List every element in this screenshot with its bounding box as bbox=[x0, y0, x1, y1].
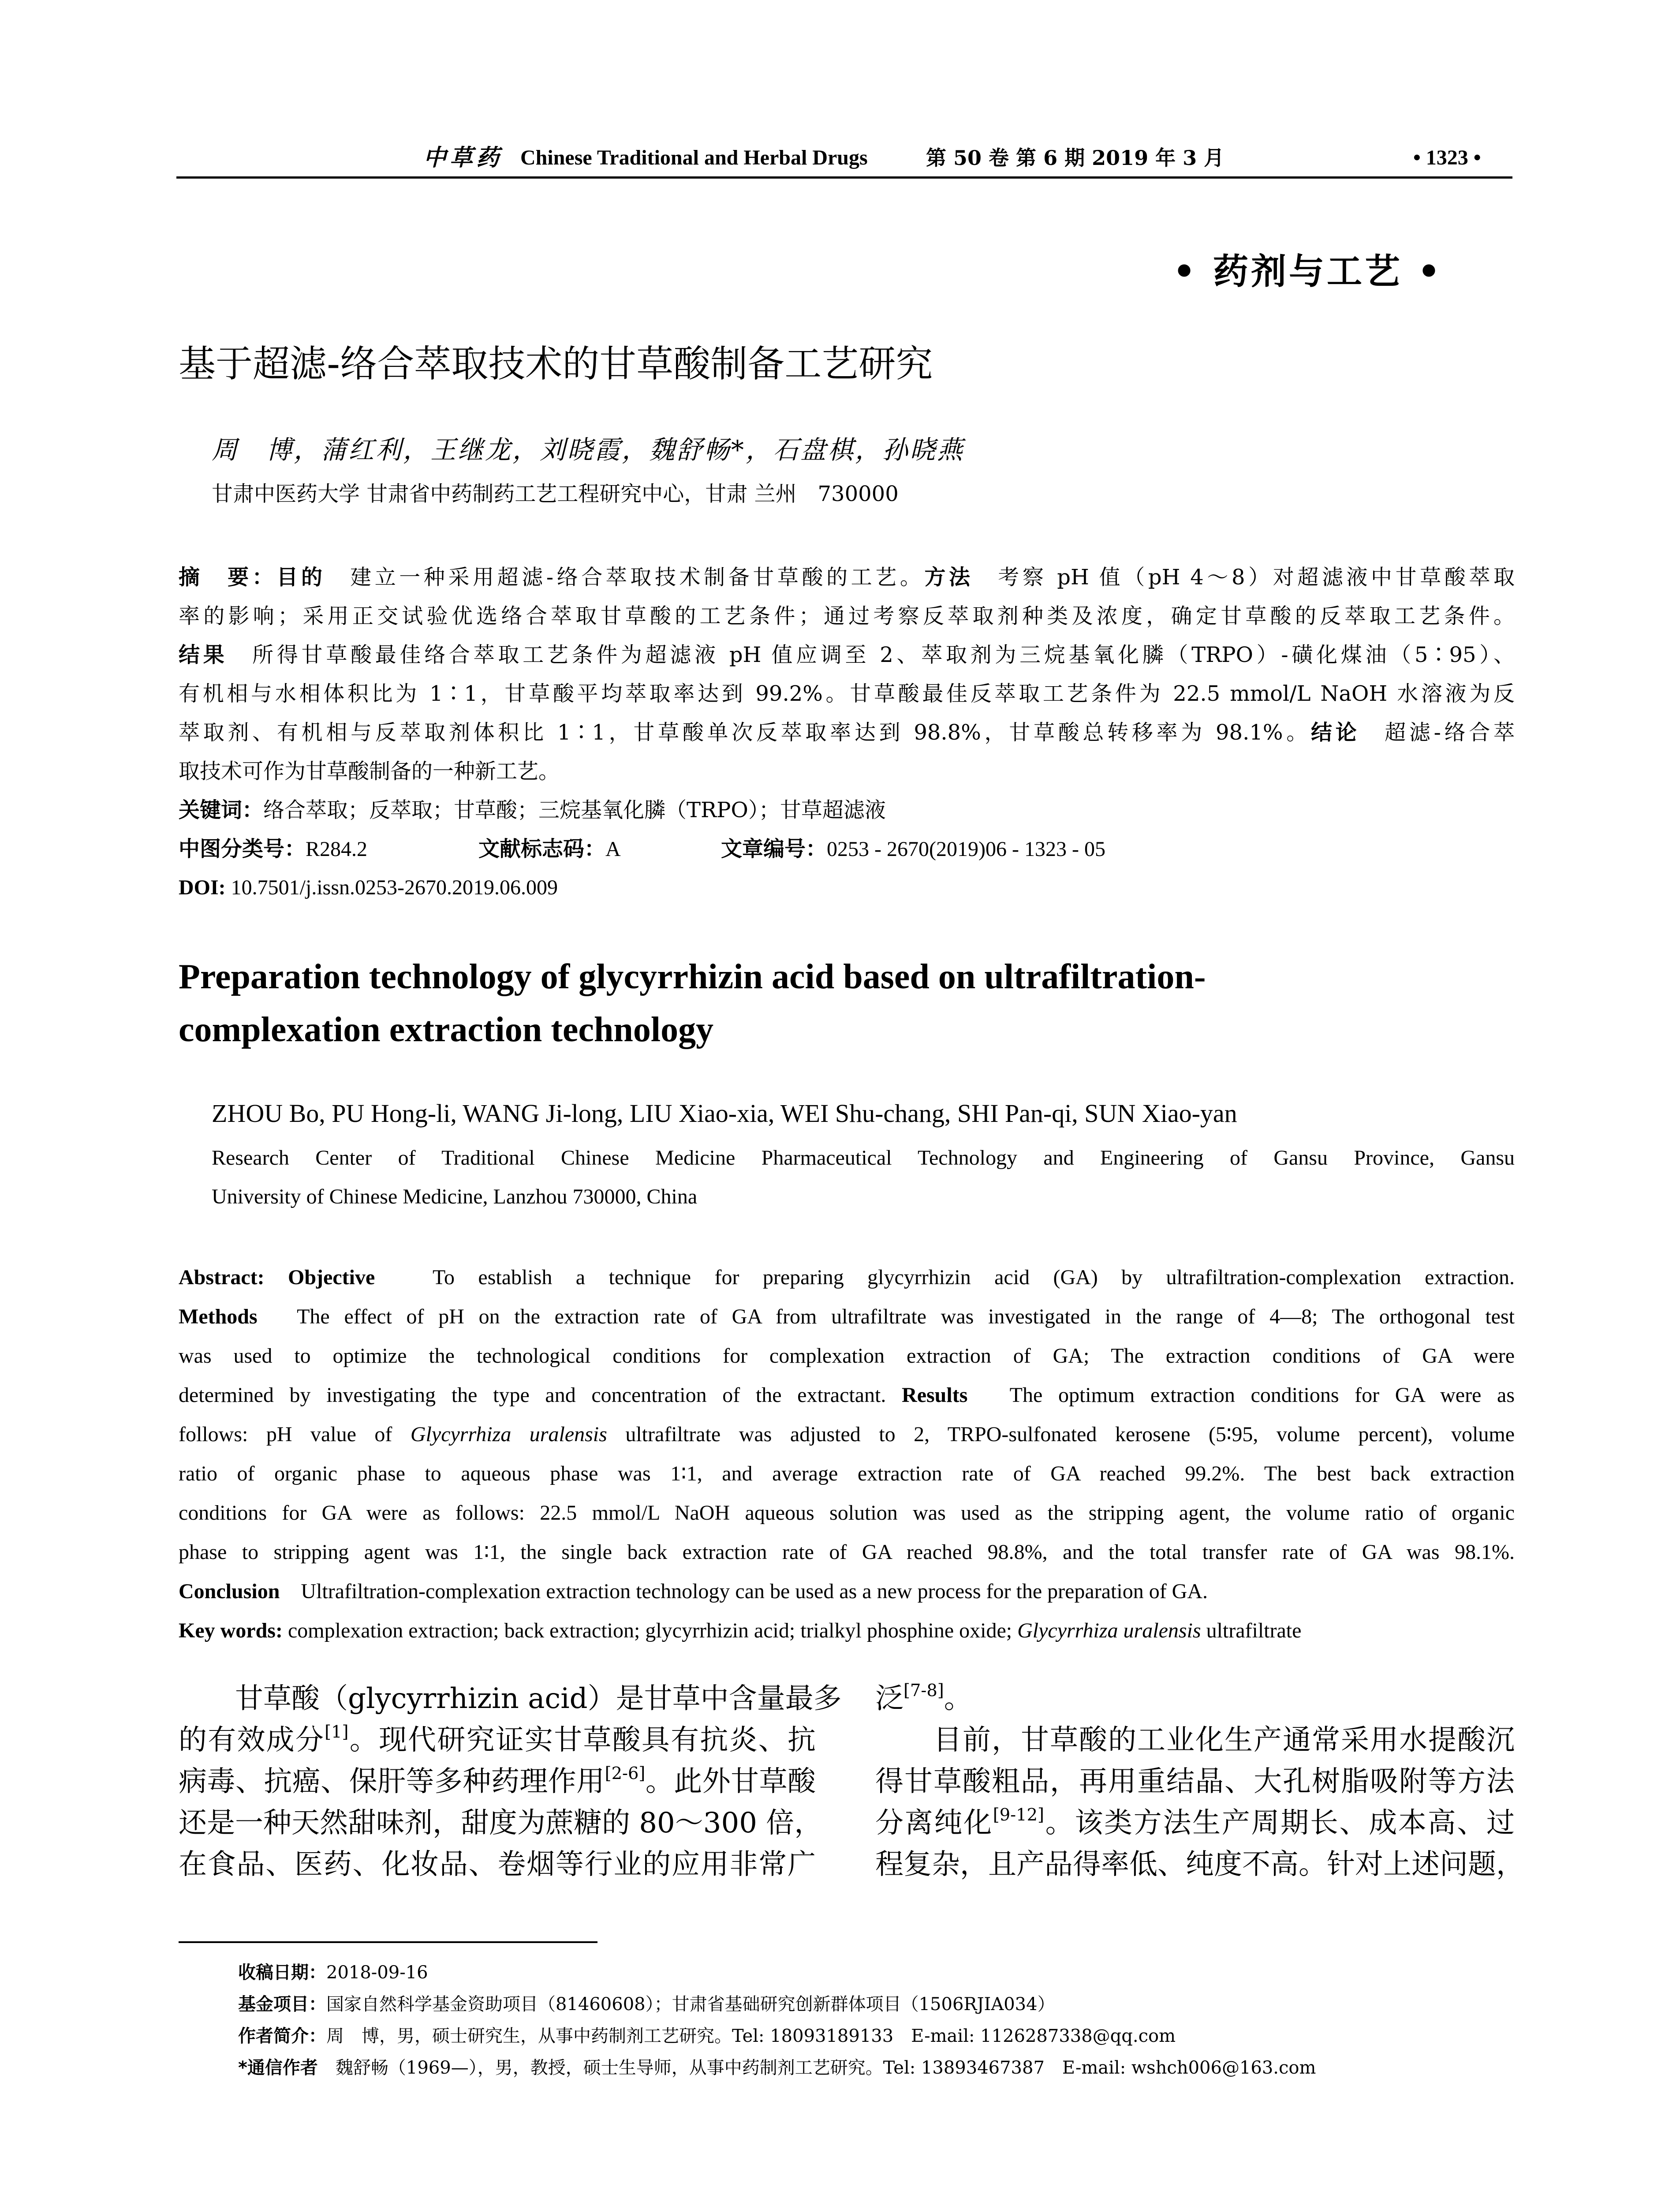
doi-label: DOI: bbox=[179, 876, 226, 899]
journal-name-en: Chinese Traditional and Herbal Drugs bbox=[520, 146, 868, 169]
footnote-author bbox=[238, 2024, 1316, 2056]
abstract-text: 所得甘草酸最佳络合萃取工艺条件为超滤液 pH 值应调至 2、萃取剂为三烷基氧化膦（TRPO）-磺化煤油（5∶95）、 bbox=[228, 643, 1515, 667]
title-en-line: complexation extraction technology bbox=[179, 1010, 714, 1049]
affiliation-en bbox=[212, 1139, 1515, 1216]
conclusion-en-label: Conclusion bbox=[179, 1580, 280, 1603]
footnote-fund bbox=[238, 1992, 1316, 2024]
body-line: 甘草酸（glycyrrhizin acid）是甘草中含量最多 bbox=[179, 1682, 842, 1715]
footnote-correspondence bbox=[238, 2056, 1316, 2087]
footnote-text: 国家自然科学基金资助项目（81460608）；甘肃省基础研究创新群体项目（1506RJIA034） bbox=[326, 1994, 1055, 2014]
abstract-en-text: follows: pH value of bbox=[179, 1423, 411, 1446]
abstract-cn bbox=[179, 558, 1515, 907]
keywords-en bbox=[179, 1611, 1515, 1650]
page-number: • 1323 • bbox=[1413, 146, 1481, 169]
abstract-en-line: phase to stripping agent was 1∶1, the single back extraction rate of GA reached 98.8%, and the total transfer rate of GA was 98.1%. bbox=[179, 1540, 1515, 1564]
doc-code-label: 文献标志码： bbox=[478, 837, 606, 861]
footnote-label: 基金项目： bbox=[238, 1994, 326, 2014]
header-rule bbox=[176, 176, 1512, 179]
abstract-en-text: The effect of pH on the extraction rate of GA from ultrafiltrate was investigated in the range of 4—8; The orthogonal test bbox=[257, 1305, 1515, 1328]
body-line: 得甘草酸粗品，再用重结晶、大孔树脂吸附等方法 bbox=[875, 1765, 1515, 1798]
abstract-label: 摘 要： bbox=[179, 565, 277, 590]
keywords-en-text: ultrafiltrate bbox=[1201, 1619, 1302, 1642]
abstract-text: 超滤-络合萃 bbox=[1360, 720, 1515, 745]
footnote-text: 2018-09-16 bbox=[326, 1962, 428, 1983]
footnote-received bbox=[238, 1960, 1316, 1992]
abstract-en bbox=[179, 1258, 1515, 1650]
result-label: 结果 bbox=[179, 643, 228, 667]
journal-issue: 第 50 卷 第 6 期 2019 年 3 月 bbox=[926, 146, 1225, 170]
citation: [1] bbox=[325, 1722, 349, 1742]
abstract-cn-line: 有机相与水相体积比为 1∶1，甘草酸平均萃取率达到 99.2%。甘草酸最佳反萃取工艺条件为 22.5 mmol/L NaOH 水溶液为反 bbox=[179, 681, 1515, 706]
footnote-text: 周 博，男，硕士研究生，从事中药制剂工艺研究。Tel: 18093189133 E-mail: 1126287338@qq.com bbox=[326, 2026, 1176, 2046]
body-line: 还是一种天然甜味剂，甜度为蔗糖的 80～300 倍， bbox=[179, 1807, 823, 1839]
footnotes bbox=[238, 1960, 1316, 2087]
abstract-en-text: The optimum extraction conditions for GA were as bbox=[967, 1383, 1515, 1407]
species-name: Glycyrrhiza uralensis bbox=[410, 1423, 607, 1446]
conclusion-label: 结论 bbox=[1310, 720, 1360, 745]
body-text: 泛 bbox=[875, 1682, 903, 1715]
footnote-label: 作者简介： bbox=[238, 2026, 326, 2046]
abstract-en-line: ratio of organic phase to aqueous phase was 1∶1, and average extraction rate of GA reached 99.2%. The best back extraction bbox=[179, 1462, 1515, 1485]
abstract-en-text: determined by investigating the type and concentration of the extractant. bbox=[179, 1383, 886, 1407]
body-text: 病毒、抗癌、保肝等多种药理作用 bbox=[179, 1765, 605, 1798]
abstract-en-line: conditions for GA were as follows: 22.5 mmol/L NaOH aqueous solution was used as the stripping agent, the volume ratio of organic bbox=[179, 1501, 1515, 1525]
footnote-rule bbox=[179, 1941, 597, 1943]
abstract-text: 萃取剂、有机相与反萃取剂体积比 1∶1，甘草酸单次反萃取率达到 98.8%，甘草酸总转移率为 98.1%。 bbox=[179, 720, 1311, 745]
abstract-cn-line bbox=[179, 558, 1515, 597]
body-column-right bbox=[875, 1678, 1524, 1885]
footnote-label: 收稿日期： bbox=[238, 1962, 326, 1983]
body-line: 在食品、医药、化妆品、卷烟等行业的应用非常广 bbox=[179, 1848, 816, 1881]
doc-code-value: A bbox=[605, 837, 621, 861]
keywords-en-text: complexation extraction; back extraction; glycyrrhizin acid; trialkyl phosphine oxide; bbox=[282, 1619, 1018, 1642]
abstract-text: 建立一种采用超滤-络合萃取技术制备甘草酸的工艺。 bbox=[325, 565, 925, 590]
results-en-label: Results bbox=[886, 1383, 968, 1407]
abstract-en-text: Ultrafiltration-complexation extraction technology can be used as a new process for the preparation of GA. bbox=[280, 1580, 1208, 1603]
body-text: 的有效成分 bbox=[179, 1724, 325, 1757]
citation: [7-8] bbox=[903, 1681, 944, 1701]
keywords-en-label: Key words: bbox=[179, 1619, 283, 1642]
methods-en-label: Methods bbox=[179, 1305, 258, 1328]
body-text: 。 bbox=[944, 1682, 972, 1715]
authors-en: ZHOU Bo, PU Hong-li, WANG Ji-long, LIU Xiao-xia, WEI Shu-chang, SHI Pan-qi, SUN Xiao-yan bbox=[212, 1099, 1237, 1128]
body-line: 程复杂，且产品得率低、纯度不高。针对上述问题， bbox=[875, 1848, 1524, 1881]
footnote-text: 魏舒畅（1969—），男，教授，硕士生导师，从事中药制剂工艺研究。Tel: 13893467387 E-mail: wshch006@163.com bbox=[335, 2058, 1316, 2078]
classification-line bbox=[179, 830, 1515, 868]
body-column-left bbox=[179, 1678, 842, 1885]
species-name: Glycyrrhiza uralensis bbox=[1017, 1619, 1201, 1642]
citation: [9-12] bbox=[993, 1805, 1044, 1825]
clc-label: 中图分类号： bbox=[179, 837, 306, 861]
body-text: 分离纯化 bbox=[875, 1807, 993, 1839]
body-text: 。现代研究证实甘草酸具有抗炎、抗 bbox=[348, 1724, 816, 1757]
abstract-en-line bbox=[179, 1572, 1515, 1611]
body-text: 。该类方法生产周期长、成本高、过 bbox=[1044, 1807, 1515, 1839]
abstract-en-text: To establish a technique for preparing glycyrrhizin acid (GA) by ultrafiltration-complexation extraction. bbox=[375, 1266, 1515, 1289]
abstract-cn-line: 率的影响；采用正交试验优选络合萃取甘草酸的工艺条件；通过考察反萃取剂种类及浓度，确定甘草酸的反萃取工艺条件。 bbox=[179, 604, 1515, 628]
footnote-label: *通信作者 bbox=[238, 2058, 336, 2078]
doi-value: 10.7501/j.issn.0253-2670.2019.06.009 bbox=[225, 876, 558, 899]
journal-name-cn: 中草药 bbox=[423, 144, 503, 171]
doi-line bbox=[179, 868, 1515, 907]
method-label: 方法 bbox=[924, 565, 974, 590]
abstract-en-label: Abstract: bbox=[179, 1266, 265, 1289]
objective-label: 目的 bbox=[276, 565, 326, 590]
body-line bbox=[875, 1802, 1515, 1844]
abstract-cn-line bbox=[179, 635, 1515, 674]
title-en bbox=[179, 950, 1206, 1056]
keywords-text: 络合萃取；反萃取；甘草酸；三烷基氧化膦（TRPO）；甘草超滤液 bbox=[263, 798, 886, 822]
title-en-line: Preparation technology of glycyrrhizin acid based on ultrafiltration- bbox=[179, 957, 1206, 996]
section-label: • 药剂与工艺 • bbox=[1173, 250, 1443, 292]
body-line bbox=[875, 1678, 1515, 1719]
citation: [2-6] bbox=[605, 1764, 646, 1784]
title-cn: 基于超滤-络合萃取技术的甘草酸制备工艺研究 bbox=[179, 342, 933, 385]
abstract-cn-line bbox=[179, 713, 1515, 752]
clc-value: R284.2 bbox=[306, 837, 368, 861]
body-text: 。此外甘草酸 bbox=[645, 1765, 816, 1798]
affiliation-en-line: University of Chinese Medicine, Lanzhou 730000, China bbox=[212, 1185, 698, 1208]
keywords-cn bbox=[179, 791, 1515, 830]
body-line bbox=[179, 1761, 816, 1802]
abstract-en-text: ultrafiltrate was adjusted to 2, TRPO-sulfonated kerosene (5∶95, volume percent), volume bbox=[607, 1423, 1515, 1446]
objective-en-label: Objective bbox=[264, 1266, 375, 1289]
abstract-en-line bbox=[179, 1415, 1515, 1454]
body-line bbox=[179, 1719, 816, 1761]
body-line: 目前，甘草酸的工业化生产通常采用水提酸沉 bbox=[875, 1724, 1515, 1757]
affiliation-cn: 甘肃中医药大学 甘肃省中药制药工艺工程研究中心，甘肃 兰州 730000 bbox=[212, 482, 899, 506]
article-no-label: 文章编号： bbox=[721, 837, 827, 861]
abstract-cn-line: 取技术可作为甘草酸制备的一种新工艺。 bbox=[179, 759, 560, 784]
affiliation-en-line: Research Center of Traditional Chinese Medicine Pharmaceutical Technology and Engineering of Gansu Province, Gansu bbox=[212, 1146, 1515, 1170]
authors-cn: 周 博，蒲红利，王继龙，刘晓霞，魏舒畅*，石盘棋，孙晓燕 bbox=[212, 435, 965, 465]
abstract-text: 考察 pH 值（pH 4～8）对超滤液中甘草酸萃取 bbox=[973, 565, 1515, 590]
abstract-en-line: was used to optimize the technological conditions for complexation extraction of GA; The extraction conditions of GA were bbox=[179, 1344, 1515, 1368]
abstract-en-line bbox=[179, 1297, 1515, 1336]
abstract-en-line bbox=[179, 1258, 1515, 1297]
article-no-value: 0253 - 2670(2019)06 - 1323 - 05 bbox=[827, 837, 1105, 861]
keywords-label: 关键词： bbox=[179, 798, 264, 822]
abstract-en-line bbox=[179, 1375, 1515, 1415]
